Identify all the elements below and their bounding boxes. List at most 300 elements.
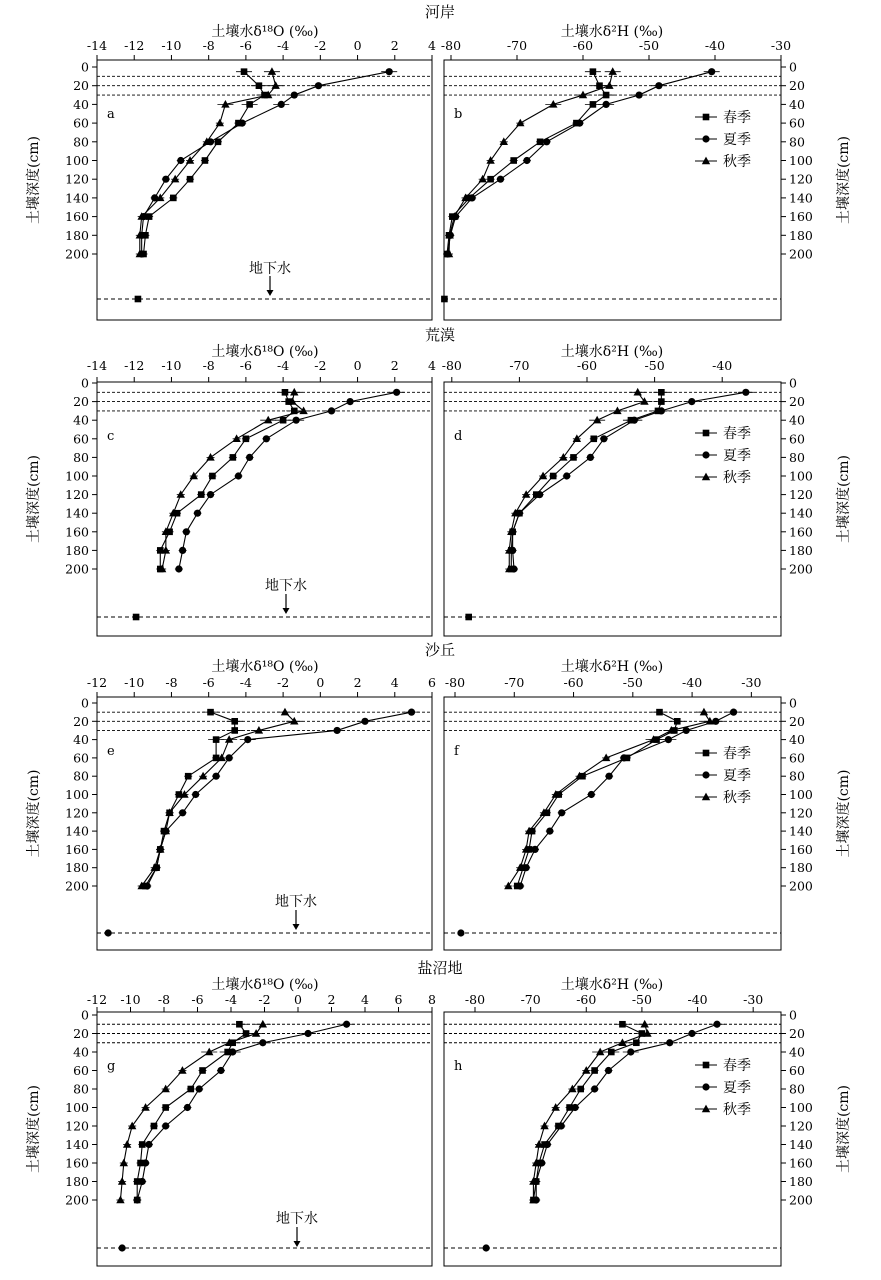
y-axis-title: 土壤深度(cm) xyxy=(26,1084,42,1174)
data-point-夏季 xyxy=(333,727,340,734)
x-axis-title: 土壤水δ²H (‰) xyxy=(560,344,664,360)
data-point-春季 xyxy=(170,195,177,202)
y-tick-label: 100 xyxy=(65,153,89,168)
y-tick-label: 40 xyxy=(789,732,805,748)
data-point-夏季 xyxy=(259,1039,266,1046)
x-tick-label: -40 xyxy=(712,358,733,373)
x-tick-label: -14 xyxy=(86,38,108,53)
y-tick-label: 40 xyxy=(789,1044,805,1060)
y-tick-label: 140 xyxy=(789,505,813,521)
data-point-春季 xyxy=(246,101,253,108)
y-tick-label: 40 xyxy=(73,732,89,748)
data-point-夏季 xyxy=(546,828,553,835)
y-tick-label: 0 xyxy=(81,1007,89,1023)
data-point-春季 xyxy=(187,176,194,183)
x-tick-label: -8 xyxy=(157,992,171,1007)
x-tick-label: 2 xyxy=(353,675,362,690)
y-tick-label: 140 xyxy=(65,1137,89,1152)
legend-label: 夏季 xyxy=(723,1080,751,1096)
data-point-春季 xyxy=(577,1086,584,1093)
data-point-春季 xyxy=(256,82,263,89)
x-tick-label: -10 xyxy=(161,358,182,373)
data-point-秋季 xyxy=(299,407,307,415)
data-point-秋季 xyxy=(178,1066,186,1074)
x-tick-label: -30 xyxy=(770,38,792,53)
data-point-春季 xyxy=(209,473,216,480)
site-title: 河岸 xyxy=(424,3,456,21)
y-tick-label: 200 xyxy=(789,878,813,894)
plot-frame xyxy=(97,697,432,950)
y-tick-label: 180 xyxy=(789,860,813,876)
data-point-春季 xyxy=(608,1049,615,1056)
data-point-秋季 xyxy=(478,175,486,183)
y-tick-label: 40 xyxy=(789,96,805,112)
x-tick-label: -6 xyxy=(239,358,252,373)
data-point-秋季 xyxy=(596,1048,604,1056)
x-tick-label: 0 xyxy=(353,358,362,373)
series-line-秋季 xyxy=(508,712,710,886)
data-point-春季 xyxy=(591,1067,598,1074)
data-point-夏季 xyxy=(226,754,233,761)
data-point-秋季 xyxy=(609,67,617,75)
groundwater-arrowhead xyxy=(293,924,300,930)
x-tick-label: 0 xyxy=(294,992,302,1007)
x-tick-label: -6 xyxy=(191,992,204,1007)
data-point-秋季 xyxy=(281,708,289,716)
x-tick-label: -50 xyxy=(638,38,660,53)
data-point-秋季 xyxy=(205,1048,213,1056)
series-line-夏季 xyxy=(137,1024,346,1200)
groundwater-label: 地下水 xyxy=(265,578,307,594)
y-tick-label: 80 xyxy=(789,1081,805,1097)
x-tick-label: -12 xyxy=(124,358,145,373)
legend-marker xyxy=(703,750,710,757)
legend-marker xyxy=(702,771,709,778)
data-point-夏季 xyxy=(587,454,594,461)
data-point-夏季 xyxy=(543,138,550,145)
data-point-春季 xyxy=(151,1123,158,1130)
data-point-夏季 xyxy=(192,791,199,798)
panel-letter: b xyxy=(454,107,463,122)
x-tick-label: 2 xyxy=(327,992,336,1007)
data-point-夏季 xyxy=(665,736,672,743)
y-tick-label: 100 xyxy=(789,153,813,168)
data-point-春季 xyxy=(487,176,494,183)
legend-label: 春季 xyxy=(723,426,751,442)
data-point-夏季 xyxy=(572,1104,579,1111)
y-tick-label: 180 xyxy=(789,227,813,243)
x-tick-label: -8 xyxy=(202,358,215,373)
x-tick-label: -70 xyxy=(506,38,528,53)
series-line-秋季 xyxy=(120,1024,262,1200)
y-tick-label: 0 xyxy=(81,375,89,391)
data-point-夏季 xyxy=(666,1039,673,1046)
y-axis-title: 土壤深度(cm) xyxy=(836,135,852,225)
y-tick-label: 80 xyxy=(73,134,89,150)
y-tick-label: 140 xyxy=(789,823,813,839)
x-tick-label: 6 xyxy=(428,675,436,690)
plot-frame xyxy=(444,697,781,950)
legend-label: 春季 xyxy=(723,110,751,126)
legend-label: 秋季 xyxy=(723,154,751,170)
x-tick-label: -60 xyxy=(572,38,594,53)
x-tick-label: 8 xyxy=(428,992,436,1007)
data-point-春季 xyxy=(280,417,287,424)
x-tick-label: -4 xyxy=(277,38,290,53)
panel-letter: d xyxy=(454,429,463,444)
data-point-春季 xyxy=(570,454,577,461)
data-point-夏季 xyxy=(576,120,583,127)
y-tick-label: 140 xyxy=(65,823,89,839)
y-tick-label: 80 xyxy=(73,1081,89,1097)
data-point-夏季 xyxy=(139,1178,146,1185)
data-point-夏季 xyxy=(179,809,186,816)
y-tick-label: 180 xyxy=(65,227,89,243)
data-point-春季 xyxy=(188,1086,195,1093)
data-point-夏季 xyxy=(278,101,285,108)
y-tick-label: 60 xyxy=(73,115,89,131)
groundwater-point xyxy=(441,296,448,303)
data-point-秋季 xyxy=(123,1140,131,1148)
x-tick-label: 4 xyxy=(428,358,436,373)
data-point-夏季 xyxy=(544,1141,551,1148)
y-tick-label: 80 xyxy=(789,768,805,784)
data-point-秋季 xyxy=(700,708,708,716)
data-point-夏季 xyxy=(145,1141,152,1148)
data-point-秋季 xyxy=(120,1159,128,1167)
x-axis-title: 土壤水δ²H (‰) xyxy=(560,659,664,675)
y-tick-label: 200 xyxy=(65,561,89,577)
data-point-夏季 xyxy=(742,389,749,396)
y-tick-label: 200 xyxy=(789,561,813,577)
data-point-春季 xyxy=(537,139,544,146)
groundwater-point xyxy=(483,1244,490,1251)
y-tick-label: 20 xyxy=(73,394,89,410)
y-tick-label: 180 xyxy=(789,1174,813,1189)
data-point-春季 xyxy=(550,473,557,480)
data-point-秋季 xyxy=(118,1177,126,1185)
y-tick-label: 20 xyxy=(73,78,89,94)
y-axis-title: 土壤深度(cm) xyxy=(836,769,852,858)
x-axis-title: 土壤水δ¹⁸O (‰) xyxy=(211,977,319,993)
panel-letter: f xyxy=(454,744,459,759)
series-line-夏季 xyxy=(179,392,397,569)
y-tick-label: 60 xyxy=(73,431,89,447)
legend-label: 夏季 xyxy=(723,448,751,464)
data-point-夏季 xyxy=(194,510,201,517)
y-tick-label: 60 xyxy=(73,1063,89,1078)
data-point-夏季 xyxy=(558,1122,565,1129)
legend-marker xyxy=(702,1083,709,1090)
data-point-夏季 xyxy=(347,398,354,405)
legend-label: 春季 xyxy=(723,746,751,762)
y-tick-label: 160 xyxy=(65,209,89,225)
x-tick-label: -10 xyxy=(124,675,145,690)
y-tick-label: 160 xyxy=(65,1155,89,1171)
y-tick-label: 200 xyxy=(65,878,89,894)
y-tick-label: 20 xyxy=(73,713,89,729)
data-point-春季 xyxy=(199,1067,206,1074)
groundwater-arrowhead xyxy=(267,290,274,296)
series-line-春季 xyxy=(533,1024,641,1200)
x-tick-label: 2 xyxy=(390,358,399,373)
y-axis-title: 土壤深度(cm) xyxy=(836,1084,852,1174)
groundwater-label: 地下水 xyxy=(275,894,317,910)
data-point-春季 xyxy=(231,727,238,734)
data-point-春季 xyxy=(213,736,220,743)
y-tick-label: 180 xyxy=(65,542,89,558)
groundwater-point xyxy=(119,1244,126,1251)
x-tick-label: -40 xyxy=(682,675,703,690)
data-point-夏季 xyxy=(315,82,322,89)
y-tick-label: 120 xyxy=(789,805,813,821)
data-point-夏季 xyxy=(328,407,335,414)
x-tick-label: -4 xyxy=(277,358,290,373)
legend-marker xyxy=(703,114,710,121)
x-axis-title: 土壤水δ¹⁸O (‰) xyxy=(211,659,319,675)
y-tick-label: 20 xyxy=(789,1026,805,1041)
x-tick-label: -80 xyxy=(444,675,466,690)
data-point-秋季 xyxy=(593,416,601,424)
data-point-夏季 xyxy=(605,1067,612,1074)
y-tick-label: 120 xyxy=(65,1118,89,1134)
data-point-夏季 xyxy=(183,528,190,535)
legend-marker xyxy=(702,793,710,801)
data-point-夏季 xyxy=(142,1159,149,1166)
x-axis-title: 土壤水δ²H (‰) xyxy=(560,977,664,993)
y-tick-label: 20 xyxy=(789,78,805,94)
data-point-春季 xyxy=(215,139,222,146)
panel-f xyxy=(444,658,852,950)
y-tick-label: 160 xyxy=(789,1155,813,1171)
data-point-春季 xyxy=(241,68,248,75)
plot-frame xyxy=(444,60,781,320)
data-point-秋季 xyxy=(290,388,298,396)
y-tick-label: 60 xyxy=(789,431,805,447)
x-tick-label: -50 xyxy=(644,358,665,373)
y-tick-label: 40 xyxy=(789,412,805,428)
y-tick-label: 20 xyxy=(73,1026,89,1041)
data-point-夏季 xyxy=(229,1048,236,1055)
x-tick-label: -60 xyxy=(563,675,584,690)
y-tick-label: 40 xyxy=(73,96,89,112)
data-point-夏季 xyxy=(244,736,251,743)
x-tick-label: -12 xyxy=(86,992,108,1007)
y-tick-label: 120 xyxy=(789,1118,813,1134)
panel-h xyxy=(444,976,852,1266)
data-point-秋季 xyxy=(640,1020,648,1028)
y-tick-label: 0 xyxy=(81,59,89,75)
x-tick-label: -2 xyxy=(314,358,327,373)
x-tick-label: -12 xyxy=(86,675,108,690)
panel-d xyxy=(442,343,852,636)
x-tick-label: 0 xyxy=(353,38,362,53)
y-tick-label: 100 xyxy=(789,468,813,484)
data-point-春季 xyxy=(139,1141,146,1148)
y-tick-label: 100 xyxy=(789,1100,813,1115)
data-point-春季 xyxy=(633,1039,640,1046)
data-point-夏季 xyxy=(196,1085,203,1092)
x-axis-title: 土壤水δ¹⁸O (‰) xyxy=(211,344,319,360)
x-tick-label: -40 xyxy=(687,992,708,1007)
data-point-秋季 xyxy=(504,882,512,890)
data-point-夏季 xyxy=(175,565,182,572)
y-tick-label: 100 xyxy=(65,1100,89,1115)
x-axis-title: 土壤水δ²H (‰) xyxy=(560,24,664,40)
x-tick-label: 2 xyxy=(390,38,399,53)
y-tick-label: 60 xyxy=(789,750,805,766)
x-tick-label: -2 xyxy=(314,38,327,53)
y-tick-label: 0 xyxy=(789,1007,797,1023)
data-point-夏季 xyxy=(239,120,246,127)
data-point-夏季 xyxy=(408,709,415,716)
x-tick-label: 6 xyxy=(394,992,403,1007)
x-tick-label: -8 xyxy=(165,675,178,690)
x-tick-label: -80 xyxy=(464,992,486,1007)
data-point-秋季 xyxy=(116,1196,124,1204)
data-point-夏季 xyxy=(603,101,610,108)
data-point-秋季 xyxy=(216,119,224,127)
data-point-夏季 xyxy=(558,809,565,816)
y-tick-label: 60 xyxy=(789,115,805,131)
x-tick-label: -60 xyxy=(576,358,598,373)
y-tick-label: 140 xyxy=(65,190,89,206)
x-tick-label: -14 xyxy=(86,358,108,373)
data-point-春季 xyxy=(207,709,214,716)
panel-letter: e xyxy=(107,744,115,759)
data-point-夏季 xyxy=(304,1030,311,1037)
data-point-夏季 xyxy=(606,773,613,780)
y-tick-label: 0 xyxy=(789,59,797,75)
legend-label: 秋季 xyxy=(723,1102,751,1118)
legend-label: 夏季 xyxy=(723,768,751,784)
data-point-春季 xyxy=(656,709,663,716)
data-point-夏季 xyxy=(588,791,595,798)
site-title: 盐沼地 xyxy=(417,959,463,977)
panel-letter: g xyxy=(107,1059,116,1074)
y-tick-label: 160 xyxy=(789,841,813,857)
data-point-夏季 xyxy=(600,435,607,442)
data-point-秋季 xyxy=(634,388,642,396)
y-tick-label: 100 xyxy=(65,787,89,802)
data-point-夏季 xyxy=(469,194,476,201)
x-tick-label: -8 xyxy=(202,38,215,53)
site-title: 荒漠 xyxy=(424,326,456,344)
y-tick-label: 80 xyxy=(789,134,805,150)
data-point-夏季 xyxy=(523,157,530,164)
data-point-夏季 xyxy=(386,68,393,75)
x-tick-label: 4 xyxy=(361,992,369,1007)
panel-b xyxy=(441,23,852,320)
data-point-春季 xyxy=(236,1021,243,1028)
data-point-夏季 xyxy=(263,435,270,442)
x-tick-label: -2 xyxy=(258,992,271,1007)
y-axis-title: 土壤深度(cm) xyxy=(26,454,42,544)
plot-frame xyxy=(97,60,432,320)
data-point-春季 xyxy=(674,718,681,725)
y-tick-label: 140 xyxy=(789,1137,813,1152)
groundwater-point xyxy=(133,614,140,621)
data-point-夏季 xyxy=(655,82,662,89)
y-tick-label: 60 xyxy=(73,750,89,766)
x-axis-title: 土壤水δ¹⁸O (‰) xyxy=(211,24,319,40)
y-tick-label: 200 xyxy=(65,1192,89,1208)
x-tick-label: -60 xyxy=(576,992,597,1007)
x-tick-label: -50 xyxy=(622,675,643,690)
data-point-秋季 xyxy=(516,119,524,127)
y-tick-label: 140 xyxy=(65,505,89,521)
x-tick-label: -30 xyxy=(743,992,764,1007)
data-point-夏季 xyxy=(291,91,298,98)
data-point-春季 xyxy=(230,454,237,461)
data-point-夏季 xyxy=(217,1067,224,1074)
panel-e xyxy=(25,658,436,950)
data-point-夏季 xyxy=(162,1122,169,1129)
legend-marker xyxy=(702,157,710,165)
data-point-秋季 xyxy=(271,81,279,89)
x-tick-label: -10 xyxy=(120,992,141,1007)
y-axis-title: 土壤深度(cm) xyxy=(26,769,42,858)
data-point-春季 xyxy=(510,157,517,164)
legend-marker xyxy=(702,451,709,458)
groundwater-point xyxy=(465,614,472,621)
legend-marker xyxy=(703,430,710,437)
data-point-夏季 xyxy=(688,398,695,405)
y-tick-label: 120 xyxy=(65,171,89,187)
y-tick-label: 100 xyxy=(65,468,89,484)
x-tick-label: -2 xyxy=(277,675,290,690)
data-point-夏季 xyxy=(536,491,543,498)
legend-marker xyxy=(702,473,710,481)
data-point-秋季 xyxy=(206,453,214,461)
data-point-夏季 xyxy=(134,1196,141,1203)
x-tick-label: -6 xyxy=(202,675,215,690)
y-tick-label: 160 xyxy=(789,524,813,540)
x-tick-label: 0 xyxy=(316,675,325,690)
data-point-夏季 xyxy=(361,718,368,725)
data-point-夏季 xyxy=(162,176,169,183)
panel-g xyxy=(25,976,436,1266)
panel-a xyxy=(25,23,436,320)
data-point-夏季 xyxy=(246,454,253,461)
y-tick-label: 40 xyxy=(73,412,89,428)
panel-letter: c xyxy=(107,429,115,444)
legend-label: 夏季 xyxy=(723,132,751,148)
data-point-春季 xyxy=(658,389,665,396)
x-tick-label: -70 xyxy=(509,358,530,373)
x-tick-label: -80 xyxy=(441,358,462,373)
data-point-秋季 xyxy=(259,1020,267,1028)
y-tick-label: 0 xyxy=(789,375,797,391)
y-tick-label: 160 xyxy=(65,524,89,540)
data-point-夏季 xyxy=(631,417,638,424)
groundwater-point xyxy=(135,296,142,303)
data-point-春季 xyxy=(603,92,610,99)
data-point-春季 xyxy=(590,436,597,443)
series-line-夏季 xyxy=(536,1024,717,1200)
data-point-夏季 xyxy=(708,68,715,75)
data-point-夏季 xyxy=(658,407,665,414)
x-tick-label: -70 xyxy=(520,992,541,1007)
y-tick-label: 160 xyxy=(789,209,813,225)
data-point-春季 xyxy=(658,398,665,405)
x-tick-label: -30 xyxy=(741,675,762,690)
y-tick-label: 120 xyxy=(65,487,89,503)
site-title: 沙丘 xyxy=(424,641,456,659)
data-point-夏季 xyxy=(636,91,643,98)
legend-label: 秋季 xyxy=(723,790,751,806)
data-point-夏季 xyxy=(713,1021,720,1028)
